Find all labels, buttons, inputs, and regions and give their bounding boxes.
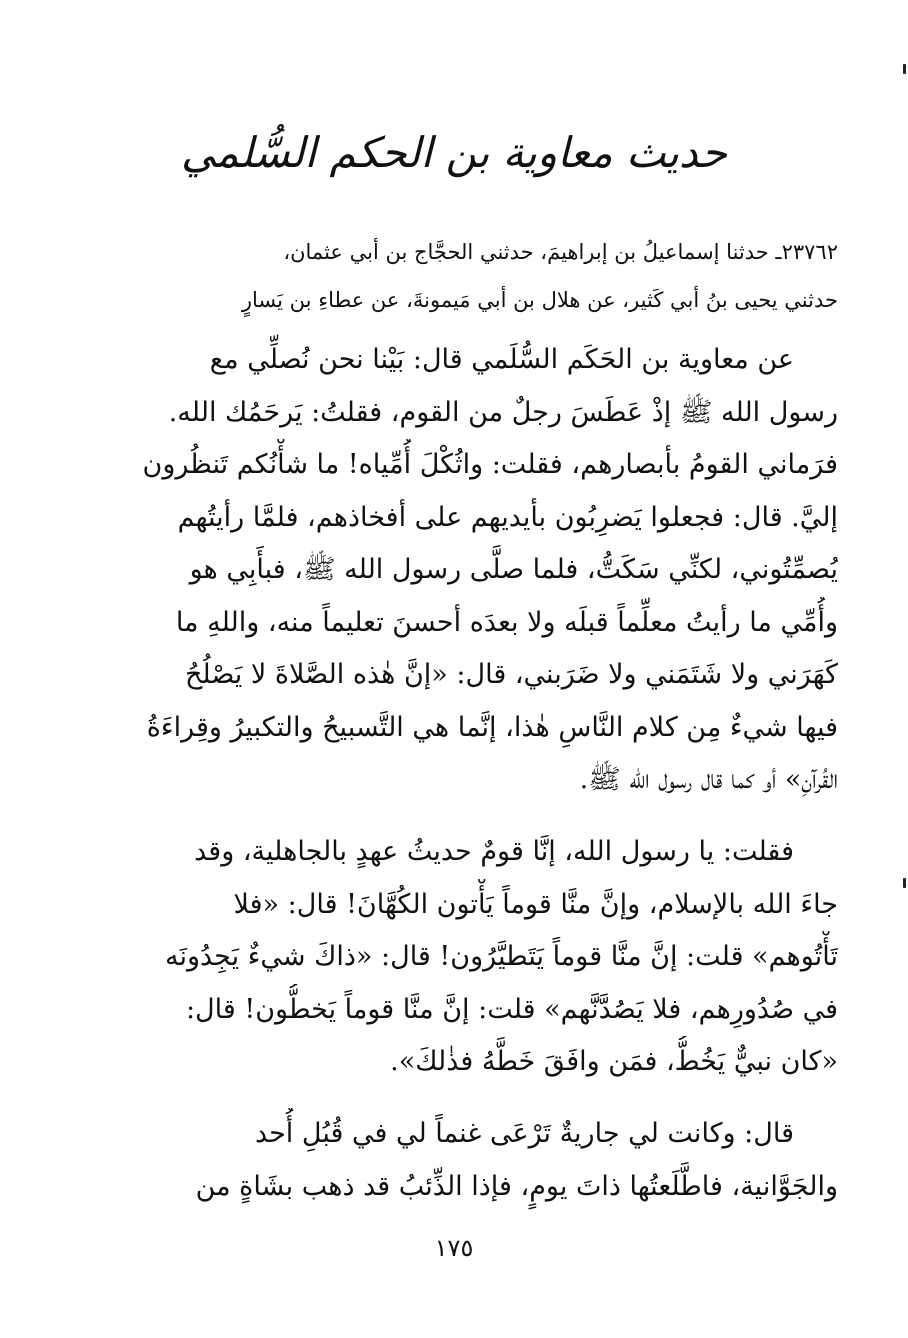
text-line: «كان نبيٌّ يَخُطُّ، فمَن وافَقَ خَطَّهُ فذٰلكَ». xyxy=(390,1046,838,1077)
text-line: عن معاوية بن الحَكَم السُّلَمي قال: بَيْنا نحن نُصلِّي مع xyxy=(209,344,794,375)
text-line: القُرآنِ» أو كما قال رسول الله ﷺ. xyxy=(579,764,838,795)
isnad-line: ٢٣٧٦٢ـ حدثنا إسماعيلُ بن إبراهيمَ، حدثني الحجَّاج بن أبي عثمان، xyxy=(283,240,838,264)
paragraph-1 xyxy=(128,334,838,807)
text-line: يُصمِّتُوني، لكنِّي سَكَتُّ، فلما صلَّى رسول الله ﷺ، فبأَبِي هو xyxy=(189,554,838,585)
text-line: جاءَ الله بالإسلام، وإنَّ منَّا قوماً يَأْتون الكُهَّانَ! قال: «فلا xyxy=(233,888,838,920)
text-line: فيها شيءٌ مِن كلام النَّاسِ هٰذا، إنَّما هي التَّسبيحُ والتكبيرُ وقِراءَةُ xyxy=(146,711,838,743)
page-number: ١٧٥ xyxy=(434,1234,474,1262)
text-line: وأُمِّي ما رأيتُ معلِّماً قبلَه ولا بعدَه أحسنَ تعليماً منه، واللهِ ما xyxy=(175,606,838,638)
text-line: كَهَرَني ولا شَتَمَني ولا ضَرَبني، قال: «إنَّ هٰذه الصَّلاةَ لا يَصْلُحُ xyxy=(185,659,838,690)
margin-mark xyxy=(903,64,906,74)
text-line: فقلت: يا رسول الله، إنَّا قومٌ حديثُ عهدٍ بالجاهلية، وقد xyxy=(194,836,794,867)
text-line: قال: وكانت لي جاريةٌ تَرْعَى غنماً لي في قُبُلِ أُحد xyxy=(254,1118,794,1149)
isnad-block xyxy=(128,228,838,324)
text-line: في صُدُورِهم، فلا يَصُدَّنَّهم» قلت: إنَّ منَّا قوماً يَخطُّون! قال: xyxy=(185,993,838,1025)
paragraph-3 xyxy=(128,1108,838,1213)
text-line: تَأْتُوهم» قلت: إنَّ منَّا قوماً يَتَطيَّرُون! قال: «ذاكَ شيءٌ يَجِدُونَه xyxy=(164,941,838,972)
chapter-heading: حديث معاوية بن الحكم السُّلمي xyxy=(181,128,727,177)
text-line: رسول الله ﷺ إذْ عَطَسَ رجلٌ من القوم، فقلتُ: يَرحَمُك الله. xyxy=(168,396,838,428)
text-line: فرَماني القومُ بأبصارهم، فقلت: واثُكْلَ أُمِّياه! ما شأْنُكم تَنظُرون xyxy=(142,449,838,480)
text-line: إليَّ. قال: فجعلوا يَضرِبُون بأيديهم على أفخاذهم، فلمَّا رأيتُهم xyxy=(177,501,838,533)
margin-mark xyxy=(903,878,906,888)
text-line: والجَوَّانية، فاطَّلَعتُها ذاتَ يومٍ، فإذا الذِّئبُ قد ذهب بشَاةٍ من xyxy=(195,1170,838,1202)
paragraph-2 xyxy=(128,826,838,1089)
isnad-line: حدثني يحيى بنُ أبي كَثير، عن هلال بن أبي مَيمونةَ، عن عطاءِ بن يَسارٍ xyxy=(241,288,838,312)
